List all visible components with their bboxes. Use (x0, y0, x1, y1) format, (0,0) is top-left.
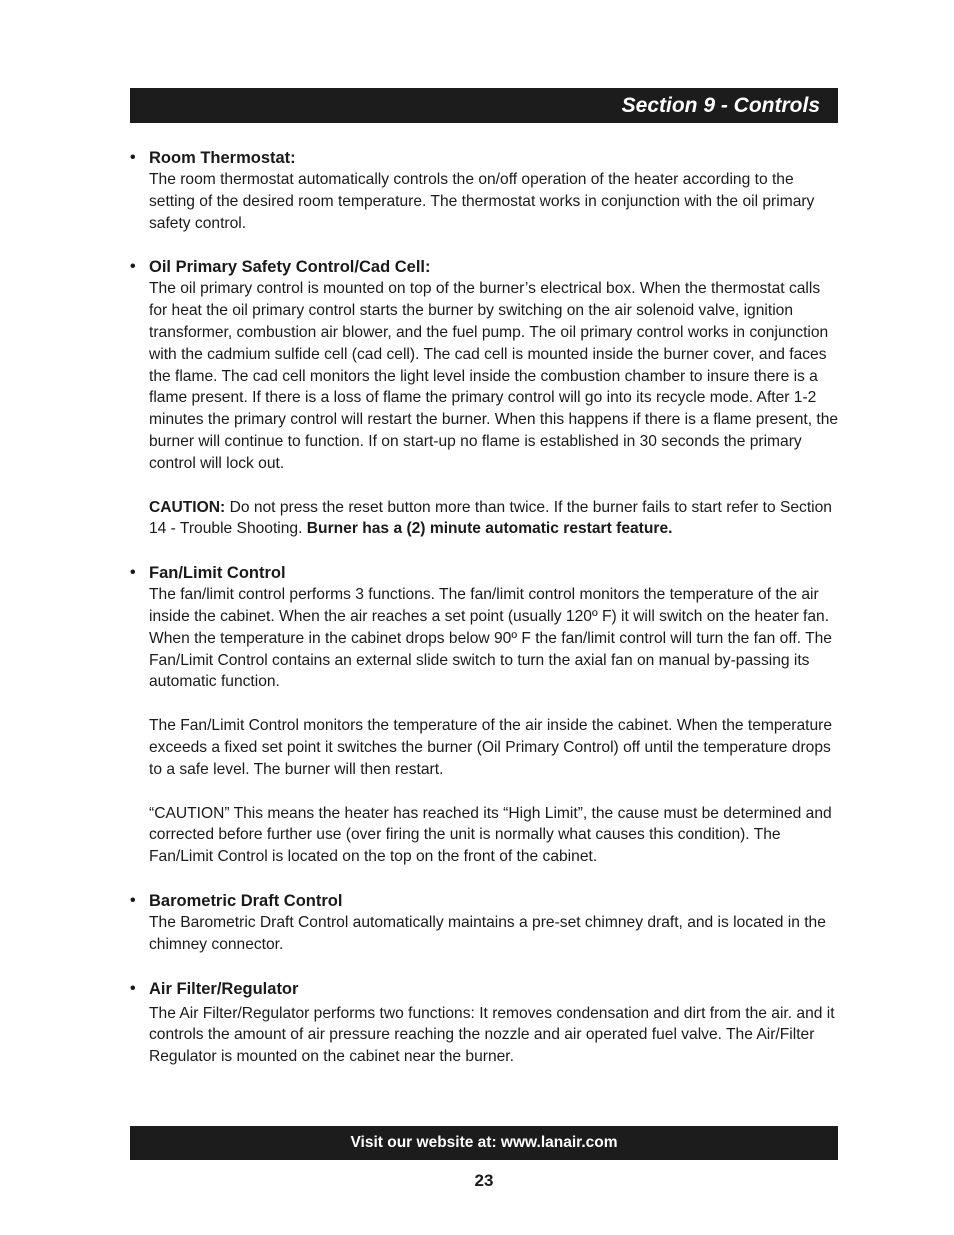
section-air-filter (130, 978, 842, 1068)
caution-paragraph (149, 497, 842, 541)
bullet-icon: • (130, 564, 136, 582)
section-fan-limit (130, 562, 842, 868)
section-heading: Oil Primary Safety Control/Cad Cell: (149, 258, 431, 277)
bullet-icon: • (130, 258, 136, 276)
page-content (130, 147, 842, 1068)
bullet-icon: • (130, 149, 136, 166)
section-paragraph: The Air Filter/Regulator performs two functions: It removes condensation and dirt from the air. and it controls the amount of air pressure reaching the nozzle and air operated fuel valve. The Air/Filter Regulator is mounted on the cabinet near the burner. (149, 1004, 835, 1066)
section-paragraph: The Fan/Limit Control monitors the temperature of the air inside the cabinet. When the temperature exceeds a fixed set point it switches the burner (Oil Primary Control) off until the temperature drops to a safe level. The burner will then restart. (149, 717, 833, 778)
section-room-thermostat (130, 147, 842, 234)
section-title: Section 9 - Controls (621, 93, 820, 117)
section-barometric-draft (130, 890, 842, 956)
section-heading: Air Filter/Regulator (149, 979, 299, 998)
website-text: Visit our website at: www.lanair.com (350, 1134, 618, 1151)
bullet-icon: • (130, 891, 136, 909)
section-paragraph: The Barometric Draft Control automatically maintains a pre-set chimney draft, and is located in the chimney connector. (149, 913, 826, 953)
section-oil-primary (130, 256, 842, 540)
footer-bar (130, 1126, 838, 1160)
section-heading: Fan/Limit Control (149, 564, 286, 583)
bullet-icon: • (130, 979, 136, 997)
section-header-bar (130, 88, 838, 123)
section-paragraph: “CAUTION” This means the heater has reached its “High Limit”, the cause must be determined and corrected before further use (over firing the unit is normally what causes this condition). The Fan/Limit Control is located on the top on the front of the cabinet. (149, 804, 832, 866)
section-heading: Room Thermostat: (149, 149, 296, 167)
page-number: 23 (474, 1171, 494, 1190)
section-heading: Barometric Draft Control (149, 891, 343, 910)
section-paragraph: The oil primary control is mounted on top of the burner’s electrical box. When the thermostat calls for heat the oil primary control starts the burner by switching on the air solenoid valve, ignition transformer, combustion air blower, and the fuel pump. The oil primary control works in conjunction with the cadmium sulfide cell (cad cell). The cad cell is mounted inside the burner cover, and faces the flame. The cad cell monitors the light level inside the combustion chamber to insure there is a flame present. If there is a loss of flame the primary control will go into its recycle mode. After 1-2 minutes the primary control will restart the burner. When this happens if there is a flame present, the burner will continue to function. If on start-up no flame is established in 30 seconds the primary control will lock out. (149, 280, 839, 472)
section-paragraph: The room thermostat automatically controls the on/off operation of the heater according to the setting of the desired room temperature. The thermostat works in conjunction with the oil primary safety control. (149, 171, 815, 232)
caution-text: Do not press the reset button more than twice. If the burner fails to start refer to Section 14 - Trouble Shooting. (149, 498, 832, 538)
caution-bold-text: Burner has a (2) minute automatic restart feature. (306, 520, 673, 538)
section-paragraph: The fan/limit control performs 3 functions. The fan/limit control monitors the temperature of the air inside the cabinet. When the air reaches a set point (usually 120º F) it will switch on the heater fan. When the temperature in the cabinet drops below 90º F the fan/limit control will turn the fan off. The Fan/Limit Control contains an external slide switch to turn the axial fan on manual by-passing its automatic function. (149, 586, 832, 691)
caution-label: CAUTION: (149, 498, 226, 516)
